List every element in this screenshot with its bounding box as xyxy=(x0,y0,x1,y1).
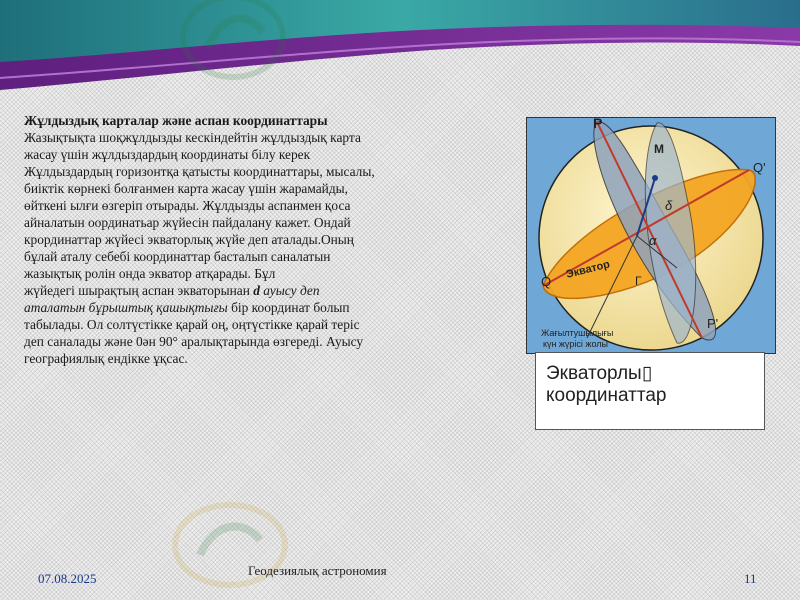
header-band xyxy=(0,0,800,100)
body-line: бұлай аталу себебі координаттар басталып саналатын xyxy=(24,249,331,264)
label-equator: Экватор xyxy=(564,258,612,281)
body-line: крординаттар жүйесі экваторлық жүйе деп аталады.Оның xyxy=(24,232,354,247)
body-line: өйткені ылғи өзгеріп отырады. Жұлдызды аспанмен қоса xyxy=(24,198,351,213)
label-q-prime: Q' xyxy=(753,160,766,175)
body-line: жазықтық ролін онда экватор атқарады. Бұл xyxy=(24,266,276,281)
label-delta: δ xyxy=(665,198,673,213)
declination-line-2 xyxy=(24,299,504,316)
watermark-logo-top xyxy=(178,0,288,82)
label-alpha: α xyxy=(649,233,657,248)
declination-line xyxy=(24,282,504,299)
body-line: Жұлдыздардың горизонтқа қатысты координаттары, мысалы, xyxy=(24,164,375,179)
label-bottom-1: Жағылтушылығы xyxy=(541,328,614,338)
emphasis-angular-distance: аталатын бұрыштық қашықтығы xyxy=(24,300,228,315)
celestial-sphere-diagram xyxy=(527,118,775,353)
slide-text xyxy=(24,112,504,367)
body-line: табылады. Ол солтүстікке қарай оң, оңтүстікке қарай теріс xyxy=(24,317,360,332)
star-m-point xyxy=(652,175,658,181)
sentence-start: жүйедегі шырақтың аспан экваторынан xyxy=(24,283,250,298)
caption-line-2: координаттар xyxy=(546,385,667,406)
label-m: M xyxy=(654,142,664,156)
body-line: географиялық ендікке ұқсас. xyxy=(24,351,188,366)
label-p: P xyxy=(593,118,603,131)
body-line: деп саналады және 0ән 90° аралықтарында өзгереді. Ауысу xyxy=(24,334,364,349)
delta-symbol: d xyxy=(253,283,260,298)
body-line: Жазықтықта шоқжұлдызды кескіндейтін жұлдыздық карта xyxy=(24,130,361,145)
missing-glyph-icon: ▯ xyxy=(641,363,653,384)
emphasis-declination: ауысу деп xyxy=(263,283,320,298)
figure-caption xyxy=(535,352,765,430)
label-q: Q xyxy=(541,274,552,289)
body-line: биіктік көрнекі болғанмен карта жасау үшін жарамайды, xyxy=(24,181,348,196)
footer-date: 07.08.2025 xyxy=(38,571,97,586)
label-p-prime: P' xyxy=(707,316,719,331)
label-bottom-2: күн жүрісі жолы xyxy=(543,339,608,349)
content-heading: Жұлдыздық карталар және аспан координаттары xyxy=(24,113,328,128)
page-number: 11 xyxy=(744,571,757,586)
caption-line-1: Экваторлы▯ xyxy=(546,363,653,384)
celestial-sphere-figure xyxy=(526,117,776,354)
sentence-end: бір координат болып xyxy=(231,300,350,315)
body-line: айналатын оординатьар жүйесін пайдалану кажет. Ондай xyxy=(24,215,351,230)
body-line: жасау үшін жұлдыздардың координаты білу керек xyxy=(24,147,311,162)
footer-title: Геодезиялық астрономия xyxy=(248,563,387,578)
label-gamma: Γ xyxy=(635,274,642,288)
